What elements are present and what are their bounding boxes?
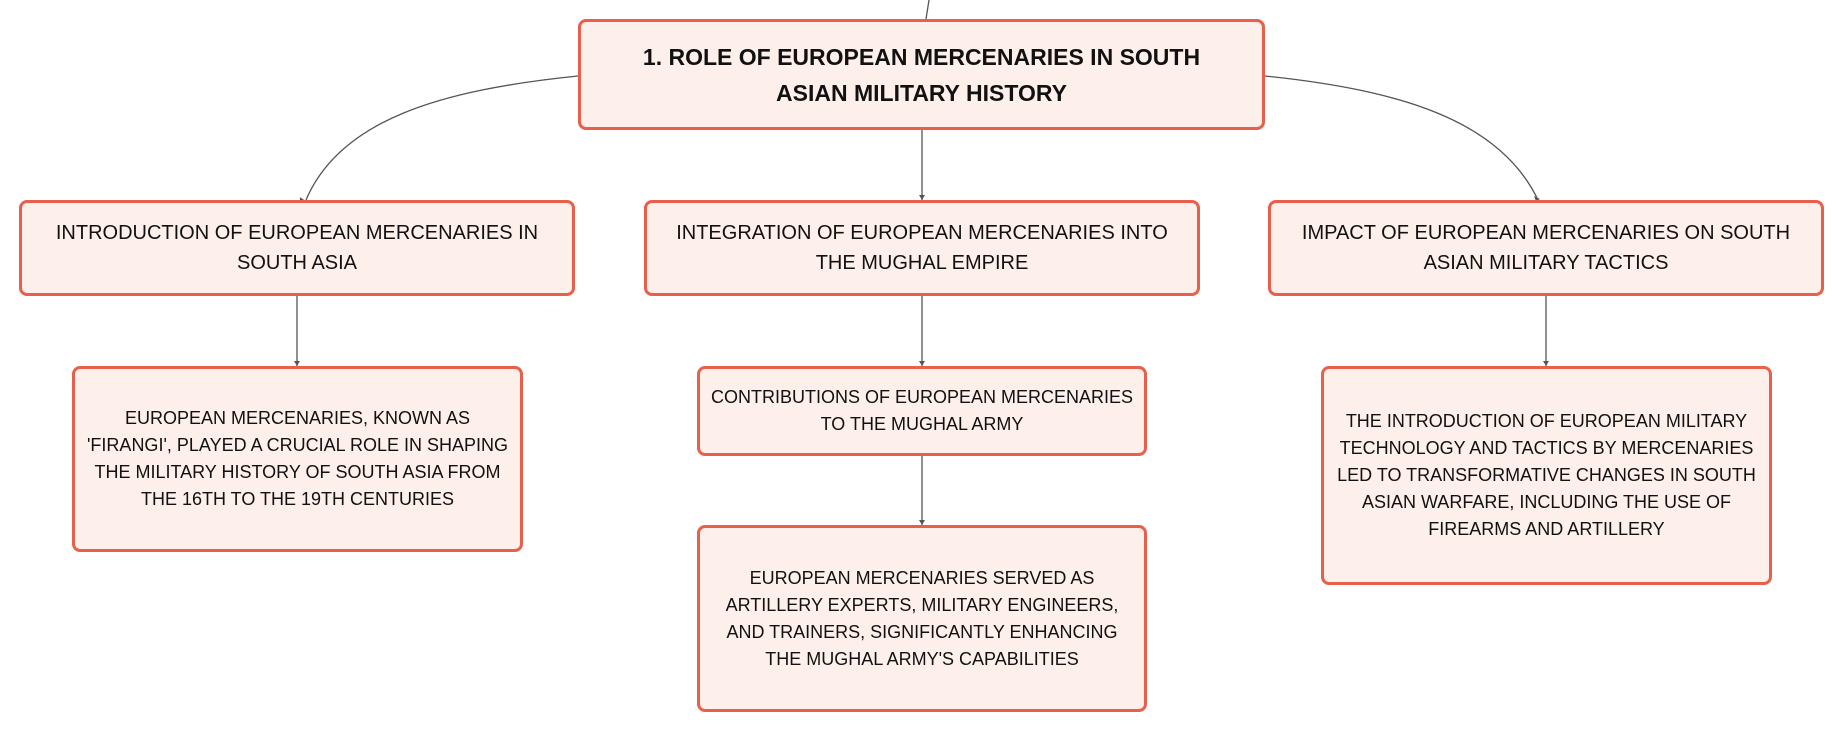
introduction-detail-node[interactable] [72,366,523,552]
contributions-node[interactable] [697,366,1147,456]
contributions-label: CONTRIBUTIONS OF EUROPEAN MERCENARIES TO THE MUGHAL ARMY [710,387,1134,434]
contributions-detail-node[interactable] [697,525,1147,712]
connector-root-to-impact [1265,76,1538,200]
topic-introduction-label: INTRODUCTION OF EUROPEAN MERCENARIES IN SOUTH ASIA [55,222,539,274]
topic-introduction-node[interactable] [19,200,575,296]
connector-incoming [926,0,929,19]
root-topic-label: 1. ROLE OF EUROPEAN MERCENARIES IN SOUTH ASIAN MILITARY HISTORY [642,43,1201,106]
topic-impact-label: IMPACT OF EUROPEAN MERCENARIES ON SOUTH ASIAN MILITARY TACTICS [1301,222,1791,274]
introduction-detail-label: EUROPEAN MERCENARIES, KNOWN AS 'FIRANGI', PLAYED A CRUCIAL ROLE IN SHAPING THE MILITARY HISTORY OF SOUTH ASIA FROM THE 16TH TO THE 19TH CENTURIES [87,408,508,509]
connector-root-to-introduction [306,76,578,200]
impact-detail-node[interactable] [1321,366,1772,585]
topic-impact-node[interactable] [1268,200,1824,296]
root-topic-node[interactable] [578,19,1265,130]
contributions-detail-label: EUROPEAN MERCENARIES SERVED AS ARTILLERY EXPERTS, MILITARY ENGINEERS, AND TRAINERS, SIGNIFICANTLY ENHANCING THE MUGHAL ARMY'S CAPABILITIES [725,567,1119,669]
topic-integration-label: INTEGRATION OF EUROPEAN MERCENARIES INTO THE MUGHAL EMPIRE [676,222,1168,274]
impact-detail-label: THE INTRODUCTION OF EUROPEAN MILITARY TECHNOLOGY AND TACTICS BY MERCENARIES LED TO TRANSFORMATIVE CHANGES IN SOUTH ASIAN WARFARE, INCLUDING THE USE OF FIREARMS AND ARTILLERY [1337,411,1756,539]
topic-integration-node[interactable] [644,200,1200,296]
